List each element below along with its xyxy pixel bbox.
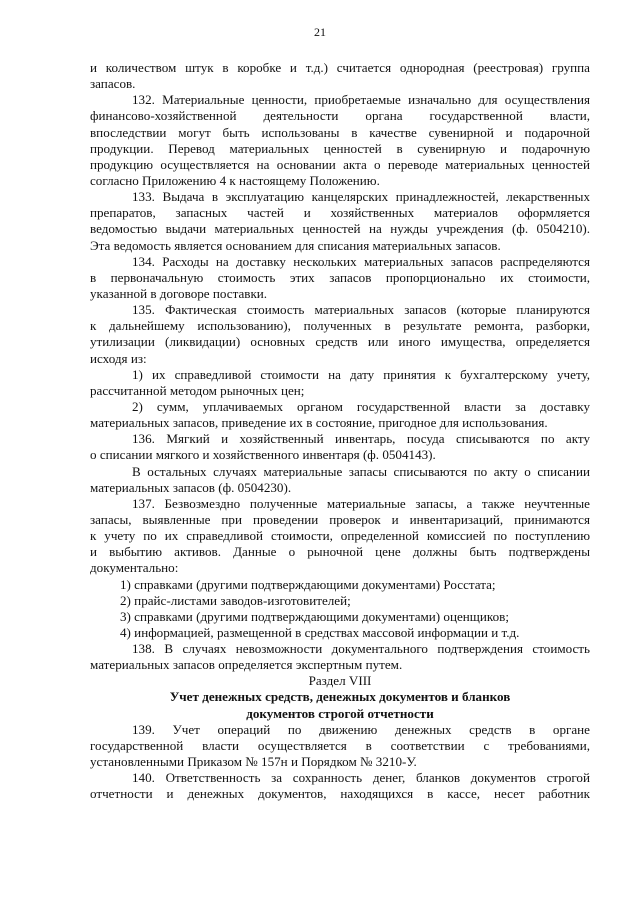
text-line: согласно Приложению 4 к настоящему Положению. xyxy=(90,172,380,188)
text-line: о списании мягкого и хозяйственного инвентаря (ф. 0504143). xyxy=(90,447,436,463)
text-line: утилизации (ликвидации) основных средств или иного имущества, определяется xyxy=(90,334,590,350)
list-item: 3) справками (другими подтверждающими документами) оценщиков; xyxy=(120,608,509,624)
paragraph-first-line: 135. Фактическая стоимость материальных запасов (которые планируются xyxy=(132,302,590,318)
paragraph-first-line: 132. Материальные ценности, приобретаемые изначально для осуществления xyxy=(132,92,590,108)
list-item: 2) прайс-листами заводов-изготовителей; xyxy=(120,592,351,608)
paragraph-first-line: 133. Выдача в эксплуатацию канцелярских принадлежностей, лекарственных xyxy=(132,189,590,205)
text-line: документально: xyxy=(90,560,179,576)
text-line: ведомостью выдачи материальных ценностей на нужды учреждения (ф. 0504210). xyxy=(90,221,590,237)
section-title: Учет денежных средств, денежных документов и бланков xyxy=(169,689,511,705)
paragraph-first-line: 137. Безвозмездно полученные материальные запасы, а также неучтенные xyxy=(132,495,590,511)
text-line: рассчитанной методом рыночных цен; xyxy=(90,382,305,398)
text-line: материальных запасов (ф. 0504230). xyxy=(90,479,292,495)
paragraph-first-line: 1) их справедливой стоимости на дату принятия к бухгалтерскому учету, xyxy=(132,366,590,382)
page-number: 21 xyxy=(314,25,326,39)
section-title: документов строгой отчетности xyxy=(246,705,434,721)
paragraph-first-line: 2) сумм, уплачиваемых органом государственной власти за доставку xyxy=(132,398,590,414)
text-line: отчетности и денежных документов, находящихся в кассе, несет работник xyxy=(90,786,590,802)
paragraph-first-line: 139. Учет операций по движению денежных средств в органе xyxy=(132,721,590,737)
paragraph-first-line: 138. В случаях невозможности документального подтверждения стоимость xyxy=(132,641,590,657)
text-line: препаратов, запасных частей и хозяйственных материалов оформляется xyxy=(90,205,590,221)
text-line: к дальнейшему использованию), полученных в результате ремонта, разборки, xyxy=(90,318,590,334)
text-line: продукции. Перевод материальных ценностей в сувенирную и подарочную xyxy=(90,140,590,156)
text-line: впоследствии могут быть использованы в качестве сувенирной и подарочной xyxy=(90,124,590,140)
text-line: исходя из: xyxy=(90,350,147,366)
text-line: государственной власти осуществляется в соответствии с требованиями, xyxy=(90,737,590,753)
paragraph-first-line: 134. Расходы на доставку нескольких материальных запасов распределяются xyxy=(132,253,590,269)
text-line: указанной в договоре поставки. xyxy=(90,285,268,301)
text-line: в первоначальную стоимость этих запасов пропорционально их стоимости, xyxy=(90,269,590,285)
text-line: установленными Приказом № 157н и Порядком № 3210-У. xyxy=(90,754,417,770)
paragraph-first-line: 140. Ответственность за сохранность денег, бланков документов строгой xyxy=(132,770,590,786)
text-line: запасов. xyxy=(90,76,136,92)
text-line: и выбытию активов. Данные о рыночной цене должны быть подтверждены xyxy=(90,544,590,560)
section-label: Раздел VIII xyxy=(308,673,372,689)
document-body xyxy=(90,60,590,802)
text-line: Эта ведомость является основанием для списания материальных запасов. xyxy=(90,237,501,253)
text-line: материальных запасов, приведение их в состояние, пригодное для использования. xyxy=(90,415,548,431)
list-item: 1) справками (другими подтверждающими документами) Росстата; xyxy=(120,576,496,592)
text-line: материальных запасов определяется экспертным путем. xyxy=(90,657,403,673)
text-line: продукцию осуществляется на основании акта о переводе материальных ценностей xyxy=(90,156,590,172)
text-line: запасы, выявленные при проведении проверок и инвентаризаций, принимаются xyxy=(90,511,590,527)
text-line: к учету по их справедливой стоимости, определенной комиссией по поступлению xyxy=(90,528,590,544)
list-item: 4) информацией, размещенной в средствах массовой информации и т.д. xyxy=(120,624,520,640)
paragraph-first-line: 136. Мягкий и хозяйственный инвентарь, посуда списываются по акту xyxy=(132,431,590,447)
text-line: и количеством штук в коробке и т.д.) считается однородная (реестровая) группа xyxy=(90,60,590,75)
paragraph-first-line: В остальных случаях материальные запасы списываются по акту о списании xyxy=(132,463,590,479)
text-line: финансово-хозяйственной деятельности органа государственной власти, xyxy=(90,108,590,124)
